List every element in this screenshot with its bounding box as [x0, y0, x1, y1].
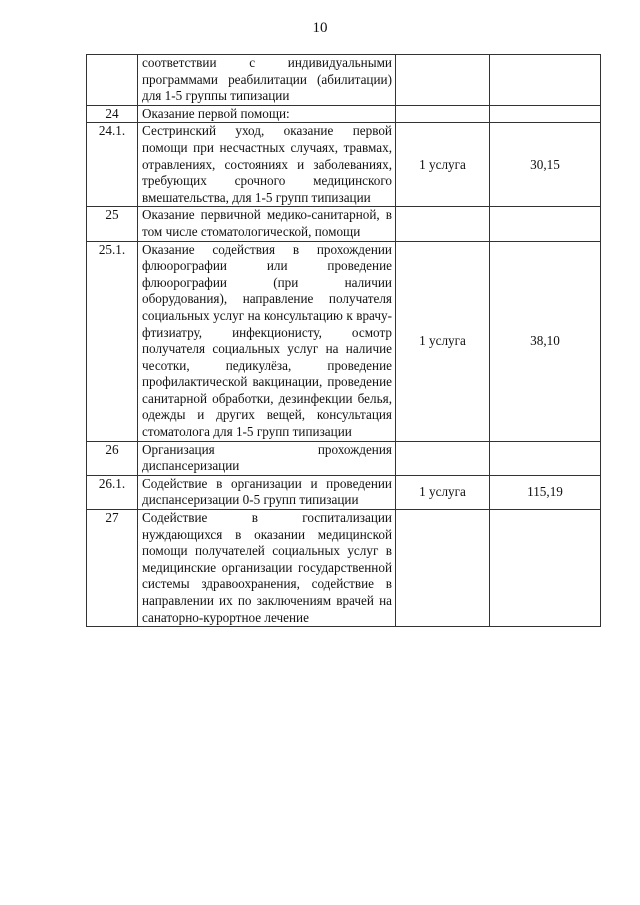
service-description-text: Сестринский уход, оказание первой помощи при несчастных случаях, травмах, отравлениях, состояниях и заболеваниях, требующих срочного медицинского вмешательства, для 1-5 групп типизации [142, 123, 392, 205]
table-row [87, 55, 601, 106]
service-description [138, 441, 396, 475]
table-row [87, 123, 601, 207]
row-number: 24.1. [87, 123, 138, 207]
service-description [138, 510, 396, 627]
service-description [138, 475, 396, 509]
row-number: 25 [87, 207, 138, 241]
table-row [87, 105, 601, 123]
service-price: 30,15 [490, 123, 601, 207]
table-row [87, 241, 601, 441]
row-number [87, 55, 138, 106]
row-number: 26 [87, 441, 138, 475]
service-price [490, 441, 601, 475]
service-price [490, 510, 601, 627]
row-number: 27 [87, 510, 138, 627]
service-unit: 1 услуга [396, 475, 490, 509]
service-description [138, 241, 396, 441]
row-number: 24 [87, 105, 138, 123]
service-unit [396, 55, 490, 106]
table-row [87, 510, 601, 627]
service-description-text: Организация прохождения диспансеризации [142, 441, 392, 474]
table-row [87, 207, 601, 241]
service-description [138, 105, 396, 123]
service-description-text: Содействие в организации и проведении диспансеризации 0-5 групп типизации [142, 475, 392, 508]
service-description [138, 123, 396, 207]
table-row [87, 441, 601, 475]
service-description-text: Оказание первой помощи: [142, 105, 290, 121]
row-number: 26.1. [87, 475, 138, 509]
service-unit [396, 441, 490, 475]
service-price [490, 55, 601, 106]
service-price: 38,10 [490, 241, 601, 441]
services-table [86, 54, 601, 627]
service-price [490, 105, 601, 123]
service-description-text: соответствии с индивидуальными программами реабилитации (абилитации) для 1-5 группы типизации [142, 55, 392, 104]
table-row [87, 475, 601, 509]
service-unit [396, 207, 490, 241]
service-unit: 1 услуга [396, 241, 490, 441]
service-description [138, 55, 396, 106]
row-number: 25.1. [87, 241, 138, 441]
service-unit: 1 услуга [396, 123, 490, 207]
service-description-text: Оказание содействия в прохождении флюорографии или проведение флюорографии (при наличии оборудования), направление получателя социальных услуг на консультацию к врачу-фтизиатру, инфекционисту, осмотр получателя социальных услуг на наличие чесотки, педикулёза, проведение профилактической вакцинации, проведение санитарной обработки, дезинфекции белья, одежды и других вещей, консультация стоматолога для 1-5 групп типизации [142, 241, 392, 440]
page-number: 10 [312, 20, 328, 36]
service-unit [396, 105, 490, 123]
service-unit [396, 510, 490, 627]
service-description-text: Содействие в госпитализации нуждающихся в оказании медицинской помощи получателей социальных услуг в медицинские организации государственной системы здравоохранения, содействие в направлении их по заключениям врачей на санаторно-курортное лечение [142, 510, 392, 625]
service-description-text: Оказание первичной медико-санитарной, в том числе стоматологической, помощи [142, 207, 392, 239]
service-price: 115,19 [490, 475, 601, 509]
service-description [138, 207, 396, 241]
service-price [490, 207, 601, 241]
